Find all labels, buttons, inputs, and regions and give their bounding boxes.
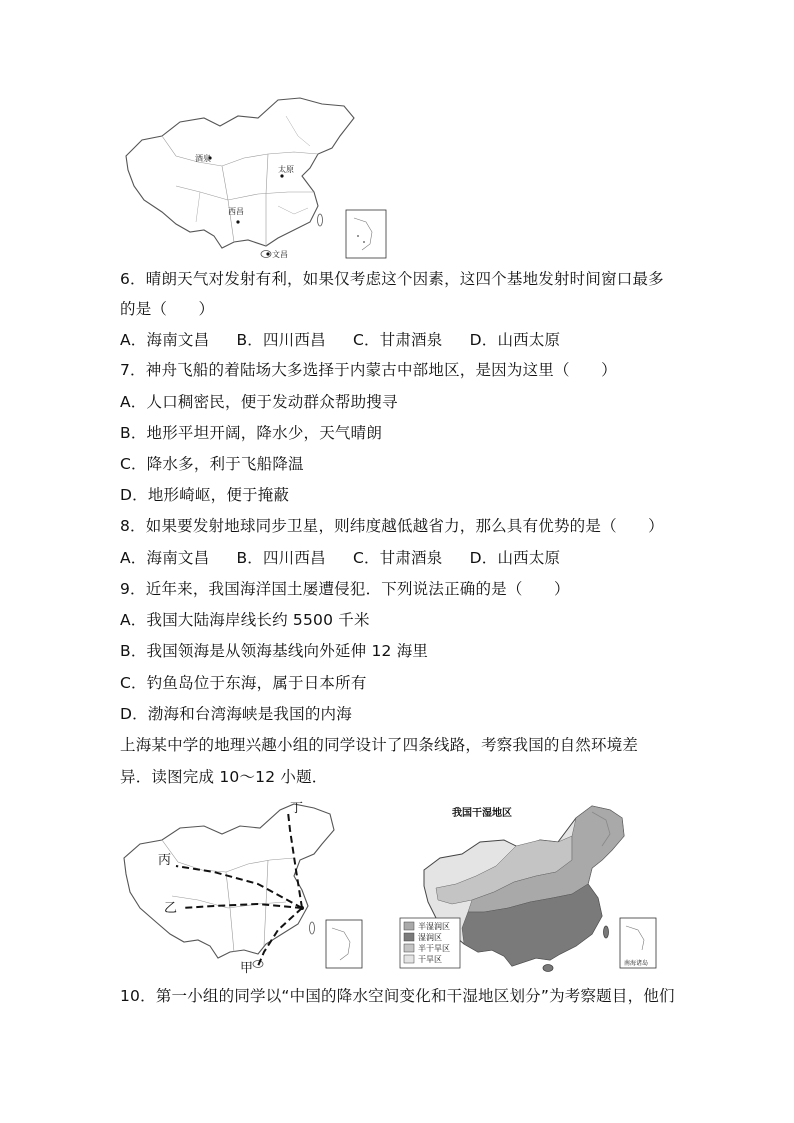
legend-semi-humid: 半湿润区 [418,922,450,931]
legend-semi-arid: 半干旱区 [418,944,450,953]
q6-options [120,329,560,351]
q7-option-c[interactable]: C．降水多，利于飞船降温 [120,455,304,473]
taiyuan-marker [280,174,283,177]
q8-stem: 8．如果要发射地球同步卫星，则纬度越低越省力，那么具有优势的是（ ） [120,517,664,535]
q9-stem: 9．近年来，我国海洋国土屡遭侵犯．下列说法正确的是（ ） [120,580,570,598]
xichang-marker [236,220,239,223]
dry-wet-regions-map [396,800,666,976]
q8-options [120,547,560,569]
wenchang-label: 文昌 [272,250,288,259]
route-lines [176,812,302,966]
q9-option-c[interactable]: C．钓鱼岛位于东海，属于日本所有 [120,674,367,692]
q10-stem: 10．第一小组的同学以“中国的降水空间变化和干湿地区划分”为考察题目，他们 [120,987,675,1005]
south-china-sea-inset [326,920,362,968]
china-outline [124,804,334,958]
taiwan-island [318,214,323,226]
xichang-label: 西昌 [228,207,244,216]
route-label-jia: 甲 [240,961,254,976]
q6-stem-line2: 的是（ ） [120,300,215,318]
q7-option-d[interactable]: D．地形崎岖，便于掩蔽 [120,486,290,504]
south-china-sea-inset [620,918,656,968]
q8-option-d[interactable]: D．山西太原 [469,549,561,567]
china-launch-sites-map [118,96,398,262]
q9-option-d[interactable]: D．渤海和台湾海峡是我国的内海 [120,705,352,723]
china-routes-map [118,800,368,976]
map3-legend [400,918,460,968]
q7-option-b[interactable]: B．地形平坦开阔，降水少，天气晴朗 [120,424,383,442]
q8-option-b[interactable]: B．四川西昌 [236,549,326,567]
q6-option-b[interactable]: B．四川西昌 [236,331,326,349]
q7-option-a[interactable]: A．人口稠密民，便于发动群众帮助搜寻 [120,393,398,411]
q9-option-b[interactable]: B．我国领海是从领海基线向外延伸 12 海里 [120,642,429,660]
q6-option-c[interactable]: C．甘肃酒泉 [352,331,443,349]
inset-label: 南海诸岛 [624,960,649,967]
route-label-bing: 丙 [158,853,172,868]
wenchang-marker [266,252,269,255]
jiuquan-label: 酒泉 [195,154,211,163]
q9-option-a[interactable]: A．我国大陆海岸线长约 5500 千米 [120,611,370,629]
q8-option-a[interactable]: A．海南文昌 [120,549,210,567]
intro-line2: 异．读图完成 10～12 小题． [120,768,328,786]
legend-arid: 干旱区 [418,955,442,964]
taiyuan-label: 太原 [278,165,294,174]
map3-title: 我国干湿地区 [452,808,512,819]
south-china-sea-inset [346,210,386,258]
q7-stem: 7．神舟飞船的着陆场大多选择于内蒙古中部地区，是因为这里（ ） [120,361,617,379]
q6-option-d[interactable]: D．山西太原 [469,331,561,349]
china-outline [126,98,354,248]
route-bing [176,866,302,908]
q6-stem-line1: 6．晴朗天气对发射有利，如果仅考虑这个因素，这四个基地发射时间窗口最多 [120,270,664,288]
legend-humid: 湿润区 [418,933,442,942]
intro-line1: 上海某中学的地理兴趣小组的同学设计了四条线路，考察我国的自然环境差 [120,736,639,754]
route-label-ding: 丁 [290,801,304,816]
route-label-yi: 乙 [164,901,178,916]
shanghai-marker [300,906,304,910]
q8-option-c[interactable]: C．甘肃酒泉 [352,549,443,567]
q6-option-a[interactable]: A．海南文昌 [120,331,210,349]
